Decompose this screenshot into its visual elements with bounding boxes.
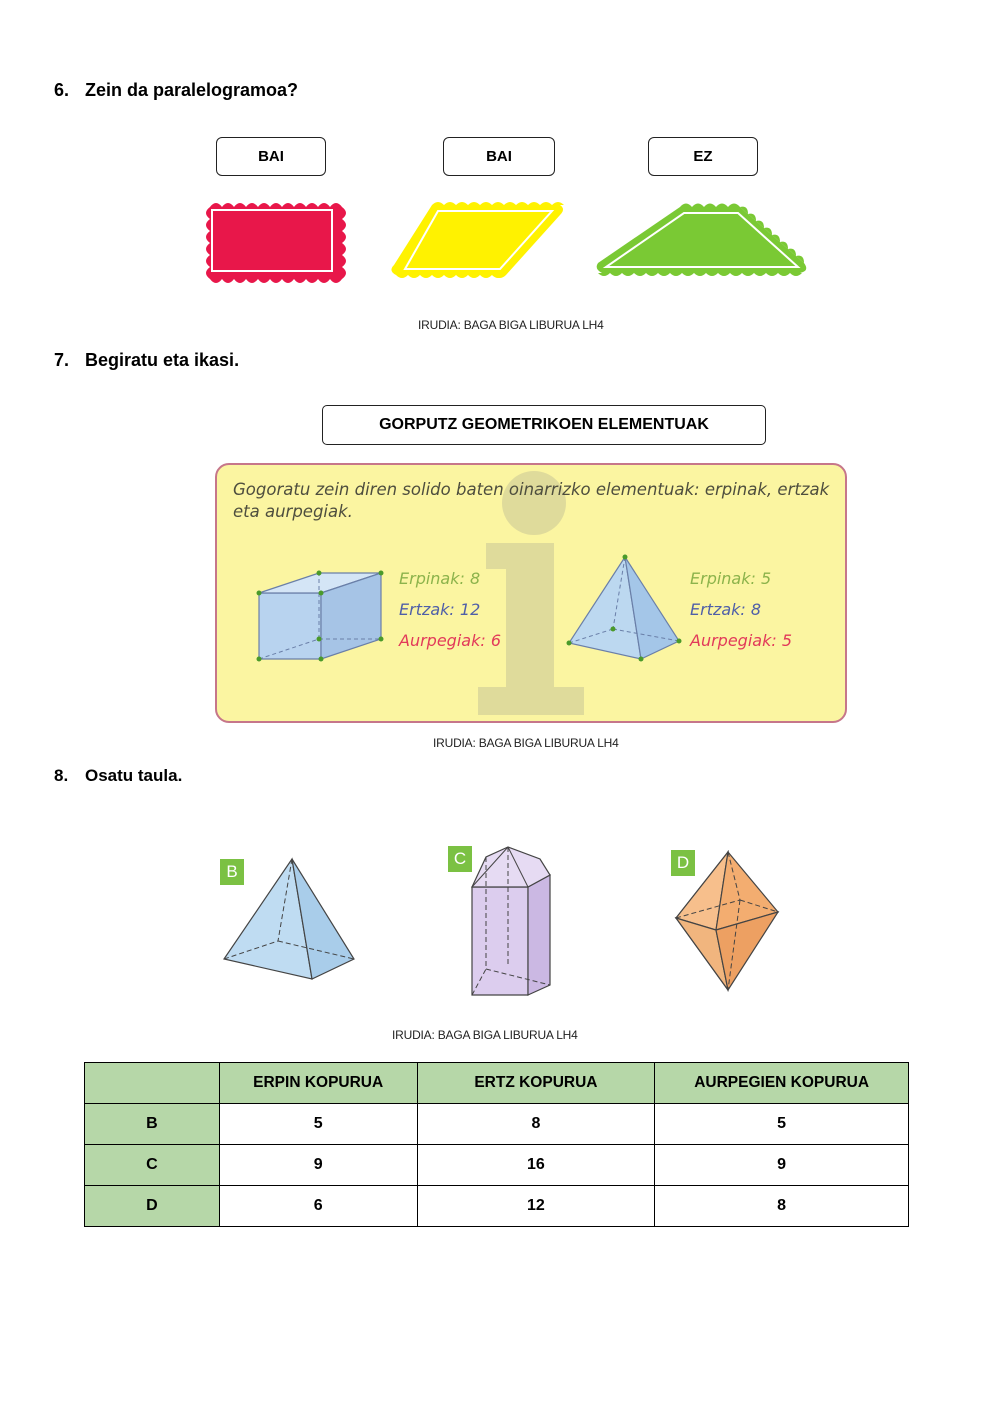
table-header-row: [85, 1063, 909, 1104]
table-row: [85, 1104, 909, 1145]
geometric-elements-banner: GORPUTZ GEOMETRIKOEN ELEMENTUAK: [322, 405, 766, 445]
table-row-label: D: [85, 1186, 220, 1227]
question-8-title: Osatu taula.: [85, 766, 183, 785]
figure-d-octahedron: [670, 848, 785, 998]
question-6-heading: [54, 80, 298, 101]
info-card: [215, 463, 847, 723]
answer-box-rhombus[interactable]: BAI: [443, 137, 555, 176]
pyramid-vertices-label: Erpinak: 5: [690, 569, 772, 588]
table-cell-edges[interactable]: 16: [417, 1145, 655, 1186]
question-6-title: Zein da paralelogramoa?: [85, 80, 299, 100]
table-header-faces: AURPEGIEN KOPURUA: [655, 1063, 909, 1104]
table-row-label: B: [85, 1104, 220, 1145]
table-header-corner: [85, 1063, 220, 1104]
table-cell-faces[interactable]: 5: [655, 1104, 909, 1145]
figure-b-badge: B: [220, 859, 244, 885]
table-cell-vertices[interactable]: 6: [219, 1186, 417, 1227]
prism-faces-label: Aurpegiak: 6: [399, 631, 501, 650]
table-cell-edges[interactable]: 8: [417, 1104, 655, 1145]
table-header-edges: ERTZ KOPURUA: [417, 1063, 655, 1104]
question-7-heading: [54, 350, 239, 371]
info-intro-text: Gogoratu zein diren solido baten oinarrizko elementuak: erpinak, ertzak eta aurpegiak.: [233, 480, 830, 521]
figure-d-badge: D: [671, 850, 695, 876]
square-pyramid-figure: [563, 553, 683, 663]
table-cell-faces[interactable]: 9: [655, 1145, 909, 1186]
question-8-number: 8.: [54, 766, 69, 785]
quadrilateral-shapes-figure: [200, 195, 820, 290]
figure-c-badge: C: [448, 846, 472, 872]
table-cell-faces[interactable]: 8: [655, 1186, 909, 1227]
pyramid-faces-label: Aurpegiak: 5: [690, 631, 792, 650]
question-6-caption: IRUDIA: BAGA BIGA LIBURUA LH4: [418, 318, 604, 332]
figure-c-prism: [468, 843, 558, 1001]
table-cell-vertices[interactable]: 5: [219, 1104, 417, 1145]
table-row: [85, 1186, 909, 1227]
pyramid-edges-label: Ertzak: 8: [690, 600, 762, 619]
table-header-vertices: ERPIN KOPURUA: [219, 1063, 417, 1104]
question-7-number: 7.: [54, 350, 70, 370]
table-cell-vertices[interactable]: 9: [219, 1145, 417, 1186]
prism-vertices-label: Erpinak: 8: [399, 569, 481, 588]
question-6-number: 6.: [54, 80, 70, 100]
rectangular-prism-figure: [253, 569, 387, 665]
question-8-caption: IRUDIA: BAGA BIGA LIBURUA LH4: [392, 1028, 578, 1042]
question-7-caption: IRUDIA: BAGA BIGA LIBURUA LH4: [433, 736, 619, 750]
yellow-rhombus-shape: [391, 202, 564, 278]
answer-box-rectangle[interactable]: BAI: [216, 137, 326, 176]
question-7-title: Begiratu eta ikasi.: [85, 350, 240, 370]
prism-edges-label: Ertzak: 12: [399, 600, 481, 619]
answer-box-trapezoid[interactable]: EZ: [648, 137, 758, 176]
table-row: [85, 1145, 909, 1186]
elements-count-table: [84, 1062, 909, 1227]
question-8-heading: [54, 766, 182, 786]
figure-b-square-pyramid: [220, 855, 360, 985]
green-trapezoid-shape: [597, 204, 807, 277]
table-cell-edges[interactable]: 12: [417, 1186, 655, 1227]
table-row-label: C: [85, 1145, 220, 1186]
red-rectangle-shape: [206, 203, 346, 283]
